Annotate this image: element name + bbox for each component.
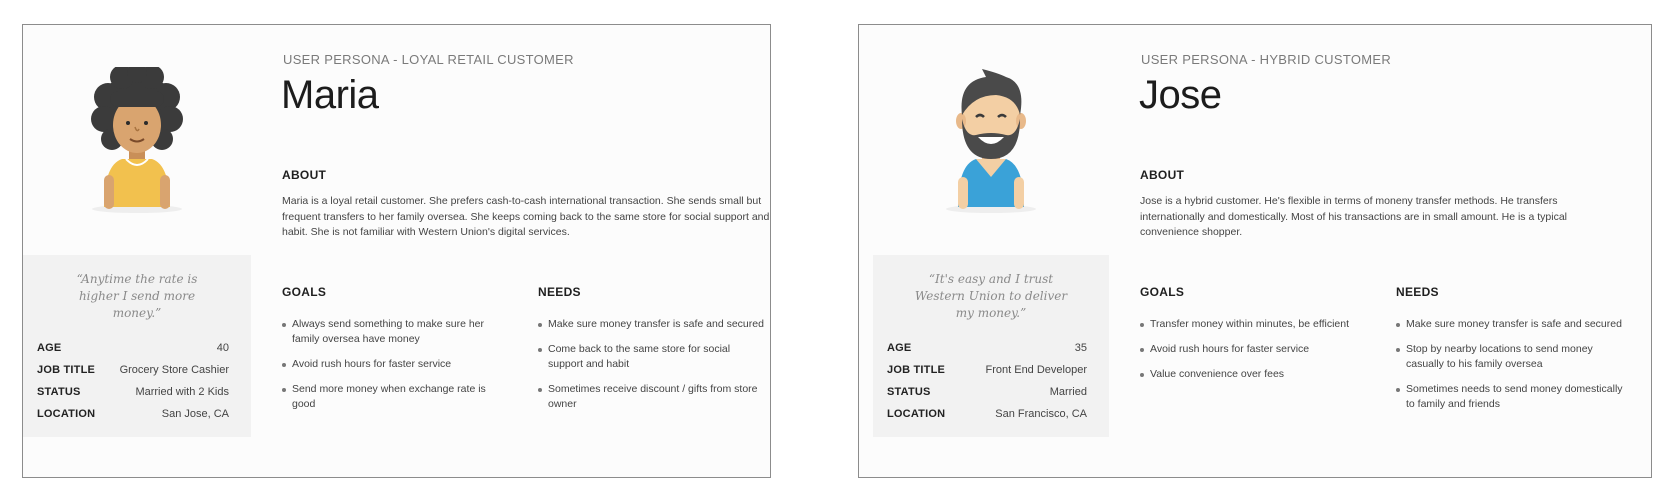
fact-label: JOB TITLE: [37, 364, 96, 376]
fact-value: San Jose, CA: [161, 408, 229, 420]
fact-label: JOB TITLE: [887, 364, 946, 376]
avatar-area: [23, 25, 251, 255]
list-item: Come back to the same store for social support and habit: [538, 342, 768, 372]
list-item: Send more money when exchange rate is good: [282, 382, 512, 412]
fact-value: Grocery Store Cashier: [119, 364, 229, 376]
fact-label: LOCATION: [37, 408, 96, 420]
list-item: Stop by nearby locations to send money casually to his family oversea: [1396, 342, 1626, 372]
persona-name: Maria: [281, 73, 379, 117]
fact-row-job-title: [37, 359, 229, 381]
goals-list: [282, 317, 512, 412]
needs-list: [1396, 317, 1626, 412]
fact-value: 40: [216, 342, 229, 354]
about-text: Maria is a loyal retail customer. She prefers cash-to-cash international transaction. She sends small but frequent transfers to her family oversea. She keeps coming back to the same store for social support and habit. She is not familiar with Western Union's digital services.: [282, 195, 770, 238]
persona-card-maria: [22, 24, 771, 478]
goals-heading: GOALS: [282, 285, 327, 299]
persona-subtitle: USER PERSONA - HYBRID CUSTOMER: [1141, 52, 1392, 67]
list-item: Make sure money transfer is safe and secured: [538, 317, 768, 332]
persona-subtitle: USER PERSONA - LOYAL RETAIL CUSTOMER: [283, 52, 574, 67]
list-item: Sometimes receive discount / gifts from store owner: [538, 382, 768, 412]
goals-section: [1140, 285, 1370, 392]
needs-section: [538, 285, 768, 422]
goals-heading: GOALS: [1140, 285, 1185, 299]
persona-quote: “It's easy and I trust Western Union to deliver my money.”: [914, 272, 1068, 320]
fact-label: AGE: [887, 342, 912, 354]
fact-value: Married with 2 Kids: [135, 386, 229, 398]
goals-section: [282, 285, 512, 422]
avatar-area: [873, 25, 1109, 255]
fact-row-job-title: [887, 359, 1087, 381]
fact-value: Married: [1049, 386, 1087, 398]
fact-value: Front End Developer: [985, 364, 1087, 376]
list-item: Sometimes needs to send money domestically to family and friends: [1396, 382, 1626, 412]
persona-quote: “Anytime the rate is higher I send more money.”: [76, 272, 198, 320]
fact-label: STATUS: [887, 386, 931, 398]
about-heading: ABOUT: [1140, 168, 1185, 182]
persona-name: Jose: [1139, 73, 1222, 117]
fact-value: 35: [1074, 342, 1087, 354]
fact-label: LOCATION: [887, 408, 946, 420]
list-item: Avoid rush hours for faster service: [282, 357, 512, 372]
fact-label: STATUS: [37, 386, 81, 398]
needs-section: [1396, 285, 1626, 422]
persona-facts: [873, 337, 1109, 425]
list-item: Avoid rush hours for faster service: [1140, 342, 1370, 357]
persona-facts: [23, 337, 251, 425]
fact-row-status: [37, 381, 229, 403]
needs-list: [538, 317, 768, 412]
goals-list: [1140, 317, 1370, 382]
list-item: Make sure money transfer is safe and secured: [1396, 317, 1626, 332]
fact-row-status: [887, 381, 1087, 403]
fact-value: San Francisco, CA: [995, 408, 1087, 420]
fact-row-location: [37, 403, 229, 425]
list-item: Always send something to make sure her family oversea have money: [282, 317, 512, 347]
list-item: Value convenience over fees: [1140, 367, 1370, 382]
maria-avatar-icon: [82, 67, 192, 217]
needs-heading: NEEDS: [1396, 285, 1439, 299]
needs-heading: NEEDS: [538, 285, 581, 299]
fact-row-age: [37, 337, 229, 359]
jose-avatar-icon: [936, 67, 1046, 217]
fact-label: AGE: [37, 342, 62, 354]
persona-card-jose: [858, 24, 1652, 478]
persona-sidebar: [23, 255, 251, 437]
about-heading: ABOUT: [282, 168, 327, 182]
persona-sidebar: [873, 255, 1109, 437]
list-item: Transfer money within minutes, be efficient: [1140, 317, 1370, 332]
about-text: Jose is a hybrid customer. He's flexible in terms of moneny transfer methods. He transfers internationally and domestically. Most of his transactions are in small amount. He is a typical convenience shopper.: [1140, 195, 1567, 238]
fact-row-location: [887, 403, 1087, 425]
fact-row-age: [887, 337, 1087, 359]
